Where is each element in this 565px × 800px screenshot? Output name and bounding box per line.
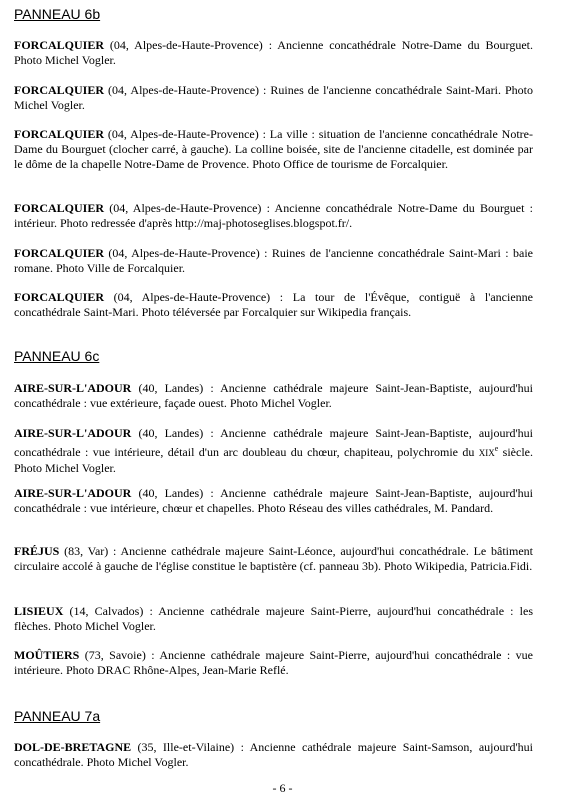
entry-place: FRÉJUS <box>14 544 60 558</box>
entry-place: FORCALQUIER <box>14 127 105 141</box>
entry-6b-6 <box>14 290 533 320</box>
entry-7a-1 <box>14 740 533 770</box>
entry-place: FORCALQUIER <box>14 246 105 260</box>
entry-place: LISIEUX <box>14 604 64 618</box>
entry-text: (14, Calvados) : Ancienne cathédrale majeure Saint-Pierre, aujourd'hui concathédrale : les flèches. Photo Michel Vogler. <box>14 604 533 633</box>
entry-text: (40, Landes) : Ancienne cathédrale majeure Saint-Jean-Baptiste, aujourd'hui concathédrale : vue intérieure, chœur et chapelles. Photo Réseau des villes cathédrales, M. Pandard. <box>14 486 533 515</box>
entry-6b-3 <box>14 127 533 172</box>
page-number: - 6 - <box>272 781 293 795</box>
entry-text: (04, Alpes-de-Haute-Provence) : La ville : situation de l'ancienne concathédrale Notre-Dame du Bourguet (clocher carré, à gauche). La colline boisée, site de l'ancienne citadelle, est dominée par le dôme de la chapelle Notre-Dame de Provence. Photo Office de tourisme de Forcalquier. <box>14 127 533 171</box>
entry-6b-2 <box>14 83 533 113</box>
entry-text: (35, Ille-et-Vilaine) : Ancienne cathédrale majeure Saint-Samson, aujourd'hui concathédrale. Photo Michel Vogler. <box>14 740 533 769</box>
entry-6c-2 <box>14 426 533 476</box>
entry-6c-6 <box>14 648 533 678</box>
entry-place: AIRE-SUR-L'ADOUR <box>14 426 132 440</box>
section-heading-6b: PANNEAU 6b <box>14 6 101 22</box>
entry-text: (40, Landes) : Ancienne cathédrale majeure Saint-Jean-Baptiste, aujourd'hui concathédrale : vue intérieure, détail d'un arc doubleau du chœur, chapiteau, polychromie du <box>14 426 533 459</box>
entry-place: FORCALQUIER <box>14 201 105 215</box>
entry-6b-5 <box>14 246 533 276</box>
entry-place: AIRE-SUR-L'ADOUR <box>14 381 132 395</box>
century-numeral: XIX <box>478 448 495 458</box>
century-superscript: e <box>494 444 499 453</box>
section-heading-7a: PANNEAU 7a <box>14 708 101 724</box>
entry-text: (04, Alpes-de-Haute-Provence) : La tour de l'Évêque, contiguë à l'ancienne concathédrale Saint-Mari. Photo téléversée par Forcalquier sur Wikipedia français. <box>14 290 533 319</box>
entry-place: MOÛTIERS <box>14 648 80 662</box>
entry-text: (04, Alpes-de-Haute-Provence) : Ancienne concathédrale Notre-Dame du Bourguet. Photo Michel Vogler. <box>14 38 533 67</box>
entry-text: (83, Var) : Ancienne cathédrale majeure Saint-Léonce, aujourd'hui concathédrale. Le bâtiment circulaire accolé à gauche de l'église constitue le baptistère (cf. panneau 3b). Photo Wikipedia, Patricia.Fidi. <box>14 544 533 573</box>
entry-6c-1 <box>14 381 533 411</box>
entry-6c-4 <box>14 544 533 574</box>
entry-text: (04, Alpes-de-Haute-Provence) : Ruines de l'ancienne concathédrale Saint-Mari : baie romane. Photo Ville de Forcalquier. <box>14 246 533 275</box>
entry-place: FORCALQUIER <box>14 38 105 52</box>
entry-6b-4 <box>14 201 533 231</box>
entry-place: FORCALQUIER <box>14 290 105 304</box>
entry-6c-3 <box>14 486 533 516</box>
entry-6b-1 <box>14 38 533 68</box>
entry-text: (04, Alpes-de-Haute-Provence) : Ancienne concathédrale Notre-Dame du Bourguet : intérieur. Photo redressée d'après http://maj-photoseglises.blogspot.fr/. <box>14 201 533 230</box>
entry-place: DOL-DE-BRETAGNE <box>14 740 132 754</box>
entry-text-after: siècle. Photo Michel Vogler. <box>14 445 533 475</box>
entry-6c-5 <box>14 604 533 634</box>
entry-text: (04, Alpes-de-Haute-Provence) : Ruines de l'ancienne concathédrale Saint-Mari. Photo Michel Vogler. <box>14 83 533 112</box>
section-heading-6c: PANNEAU 6c <box>14 348 100 364</box>
entry-text: (73, Savoie) : Ancienne cathédrale majeure Saint-Pierre, aujourd'hui concathédrale : vue intérieure. Photo DRAC Rhône-Alpes, Jean-Marie Reflé. <box>14 648 533 677</box>
entry-place: AIRE-SUR-L'ADOUR <box>14 486 132 500</box>
entry-place: FORCALQUIER <box>14 83 105 97</box>
entry-text: (40, Landes) : Ancienne cathédrale majeure Saint-Jean-Baptiste, aujourd'hui concathédrale : vue extérieure, façade ouest. Photo Michel Vogler. <box>14 381 533 410</box>
